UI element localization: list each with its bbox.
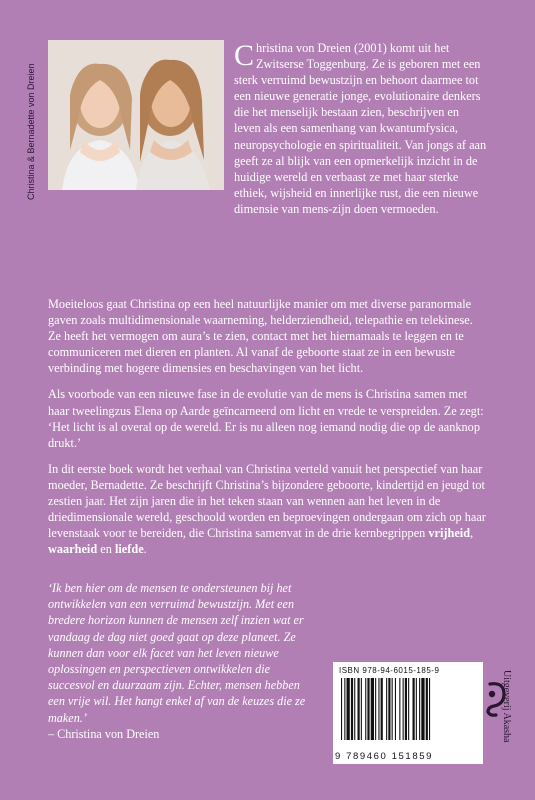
publisher-name: Uitgeverij Akasha: [501, 670, 512, 743]
period: .: [143, 542, 147, 557]
isbn-label: ISBN 978-94-6015-185-9: [339, 666, 440, 675]
quote-text: ‘Ik ben hier om de mensen te ondersteunen bij het ontwikkelen van een verruimd bewustzijn. Met een bredere horizon kunnen de mensen zelf inzien wat er vandaag de dag niet goed gaat op deze planeet. Ze kunnen dan voor elk facet van het leven nieuwe oplossingen en perspectieven ontwikkelen die succesvol en duurzaam zijn. Echter, mensen hebben een vrije wil. Het hangt enkel af van de keuzes die ze maken.’: [48, 581, 306, 725]
keyword-liefde: liefde: [114, 542, 144, 557]
intro-paragraph: [48, 40, 488, 234]
quote-attribution: – Christina von Dreien: [48, 726, 160, 741]
quote-block: [48, 580, 318, 742]
barcode-number: 9 789460 151859: [335, 751, 433, 762]
paragraph-mission: Als voorbode van een nieuwe fase in de evolutie van de mens is Christina samen met haar tweelingzus Elena op Aarde geïncarneerd om licht en vrede te verspreiden. Ze zegt: ‘Het licht is al overal op de wereld. Er is nu alleen nog iemand nodig die op de aanknop drukt.’: [48, 387, 484, 450]
keyword-waarheid: waarheid: [48, 542, 98, 557]
drop-cap: C: [234, 39, 255, 72]
keyword-vrijheid: vrijheid: [428, 526, 471, 541]
separator: ,: [470, 526, 474, 541]
body-text: [48, 296, 488, 567]
photo-credit: Christina & Bernadette von Dreien: [26, 63, 36, 200]
barcode-icon: [339, 678, 477, 742]
paragraph-book: [48, 461, 488, 558]
separator: en: [97, 542, 115, 557]
paragraph-book-text: In dit eerste boek wordt het verhaal van Christina verteld vanuit het perspectief van haar moeder, Bernadette. Ze beschrijft Christina’s bijzondere geboorte, kindertijd en jeugd tot zestien jaar. Het zijn jaren die in het teken staan van wennen aan het leven in de driedimensionale wereld, geschoold worden en beproevingen ondergaan om zich op haar levenstaak voor te bereiden, die Christina samenvat in de drie kernbegrippen: [48, 461, 486, 541]
intro-text: hristina von Dreien (2001) komt uit het Zwitserse Toggenburg. Ze is geboren met een sterk verruimd bewustzijn en behoort daarmee tot een nieuwe generatie jonge, evolutionaire denkers die het menselijk bestaan zien, beschrijven en leven als een samenhang van kwantumfysica, neuropsychologie en spiritualiteit. Van jongs af aan geeft ze al blijk van een opmerkelijk inzicht in de huidige wereld en verbaast ze met haar sterke ethiek, wijsheid en innerlijke rust, die een nieuwe dimensie van mens-zijn doen vermoeden.: [234, 41, 487, 216]
paragraph-gifts: Moeiteloos gaat Christina op een heel natuurlijke manier om met diverse paranormale gaven zoals multidimensionale waarneming, helderziendheid, telepathie en telekinese. Ze heeft het vermogen om aura’s te zien, contact met het hiernamaals te leggen en te communiceren met dieren en planten. Al vanaf de geboorte staat ze in een bewuste verbinding met hogere dimensies en beschavingen van het licht.: [48, 297, 473, 376]
barcode-panel: [333, 662, 483, 764]
photo-spacer: [48, 40, 234, 234]
